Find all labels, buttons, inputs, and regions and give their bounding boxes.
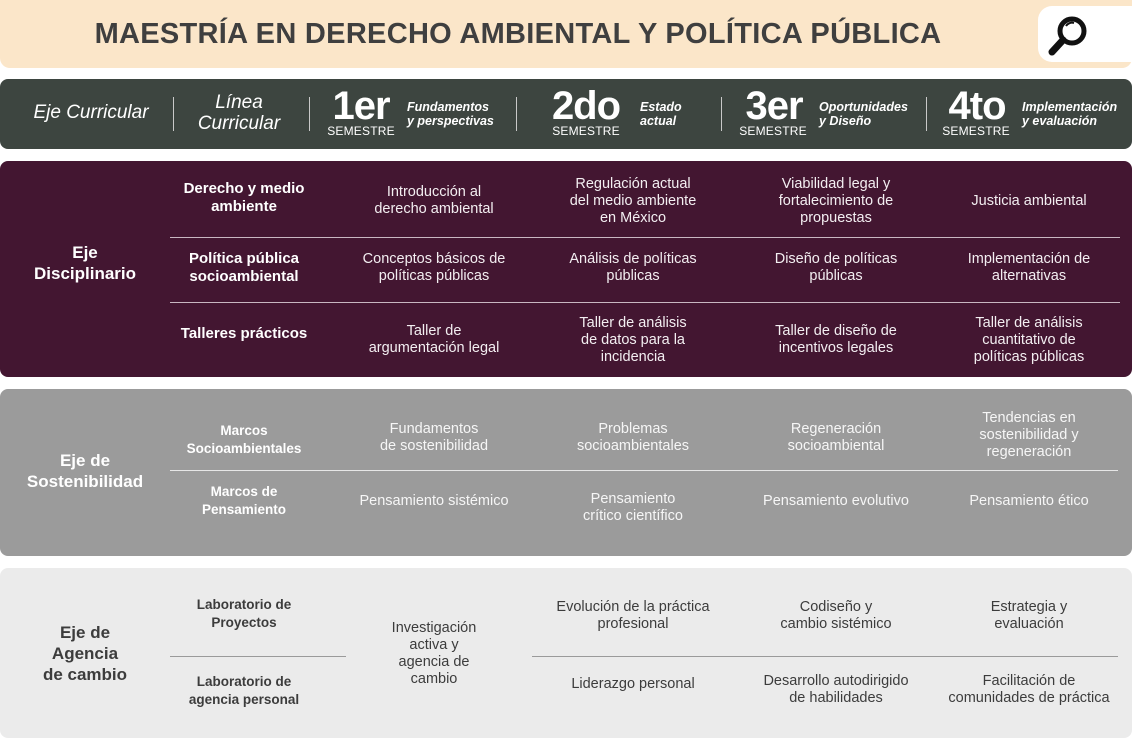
semester-4-number: 4to [948, 84, 1006, 128]
course-cell: Análisis de políticas públicas [569, 251, 697, 284]
course-cell: Pensamiento sistémico [359, 492, 509, 509]
row-label-talleres: Talleres prácticos [180, 325, 308, 342]
semester-2-number: 2do [551, 84, 621, 128]
semester-4-label: SEMESTRE [942, 124, 1010, 138]
row-label-marcos-pensamiento: Marcos de Pensamiento [201, 484, 287, 517]
course-cell-shared: Investigación activa y agencia de cambio [391, 620, 477, 687]
semester-3-desc: Oportunidades y Diseño [819, 100, 908, 128]
eje-curricular-label: Eje Curricular [33, 101, 149, 123]
course-cell: Regulación actual del medio ambiente en México [569, 175, 697, 226]
row-divider [170, 656, 346, 657]
row-label-derecho: Derecho y medio ambiente [183, 180, 305, 215]
row-label-politica: Política pública socioambiental [188, 250, 300, 285]
header-divider [926, 97, 927, 131]
eje-disciplinario-label: Eje Disciplinario [33, 243, 137, 283]
linea-curricular-label: Línea Curricular [197, 92, 281, 134]
page-title: MAESTRÍA EN DERECHO AMBIENTAL Y POLÍTICA PÚBLICA [94, 17, 942, 50]
course-cell: Implementación de alternativas [967, 251, 1091, 284]
row-divider [532, 656, 1118, 657]
row-label-lab-agencia: Laboratorio de agencia personal [188, 674, 300, 707]
course-cell: Codiseño y cambio sistémico [780, 599, 892, 632]
row-divider [170, 302, 1120, 303]
course-cell: Pensamiento evolutivo [763, 492, 909, 509]
header-divider [309, 97, 310, 131]
course-cell: Fundamentos de sostenibilidad [379, 421, 489, 454]
semester-1-label: SEMESTRE [327, 124, 395, 138]
row-label-lab-proyectos: Laboratorio de Proyectos [196, 597, 292, 630]
course-cell: Viabilidad legal y fortalecimiento de propuestas [778, 175, 894, 226]
eje-agencia-label: Eje de Agencia de cambio [42, 622, 128, 684]
course-cell: Pensamiento ético [969, 492, 1089, 509]
header-divider [516, 97, 517, 131]
course-cell: Tendencias en sostenibilidad y regeneración [979, 409, 1079, 460]
course-cell: Conceptos básicos de políticas públicas [362, 251, 506, 284]
course-cell: Problemas socioambientales [576, 421, 690, 454]
course-cell: Estrategia y evaluación [990, 599, 1068, 632]
semester-1-number: 1er [332, 84, 390, 128]
course-cell: Pensamiento crítico científico [583, 491, 683, 524]
header-divider [721, 97, 722, 131]
course-cell: Desarrollo autodirigido de habilidades [763, 673, 909, 706]
semester-2-label: SEMESTRE [552, 124, 620, 138]
course-cell: Facilitación de comunidades de práctica [948, 673, 1110, 706]
course-cell: Introducción al derecho ambiental [374, 184, 494, 217]
search-button[interactable] [1038, 6, 1132, 62]
course-cell: Taller de análisis de datos para la incidencia [579, 314, 687, 365]
course-cell: Evolución de la práctica profesional [556, 599, 710, 632]
semester-3-number: 3er [745, 84, 803, 128]
semester-4-desc: Implementación y evaluación [1022, 100, 1118, 128]
course-cell: Taller de diseño de incentivos legales [775, 323, 897, 356]
row-divider [170, 237, 1120, 238]
semester-3-label: SEMESTRE [739, 124, 807, 138]
search-icon [1046, 14, 1094, 58]
eje-sostenibilidad-label: Eje de Sostenibilidad [26, 451, 144, 491]
course-cell: Diseño de políticas públicas [774, 251, 898, 284]
semester-2-desc: Estado actual [640, 100, 682, 128]
course-cell: Liderazgo personal [571, 675, 695, 692]
header-divider [173, 97, 174, 131]
row-divider [170, 470, 1118, 471]
row-label-marcos-socioambientales: Marcos Socioambientales [186, 423, 302, 456]
course-cell: Justicia ambiental [971, 192, 1087, 209]
course-cell: Taller de análisis cuantitativo de políticas públicas [973, 314, 1085, 365]
course-cell: Taller de argumentación legal [368, 323, 500, 356]
semester-1-desc: Fundamentos y perspectivas [407, 100, 494, 128]
course-cell: Regeneración socioambiental [787, 421, 885, 454]
